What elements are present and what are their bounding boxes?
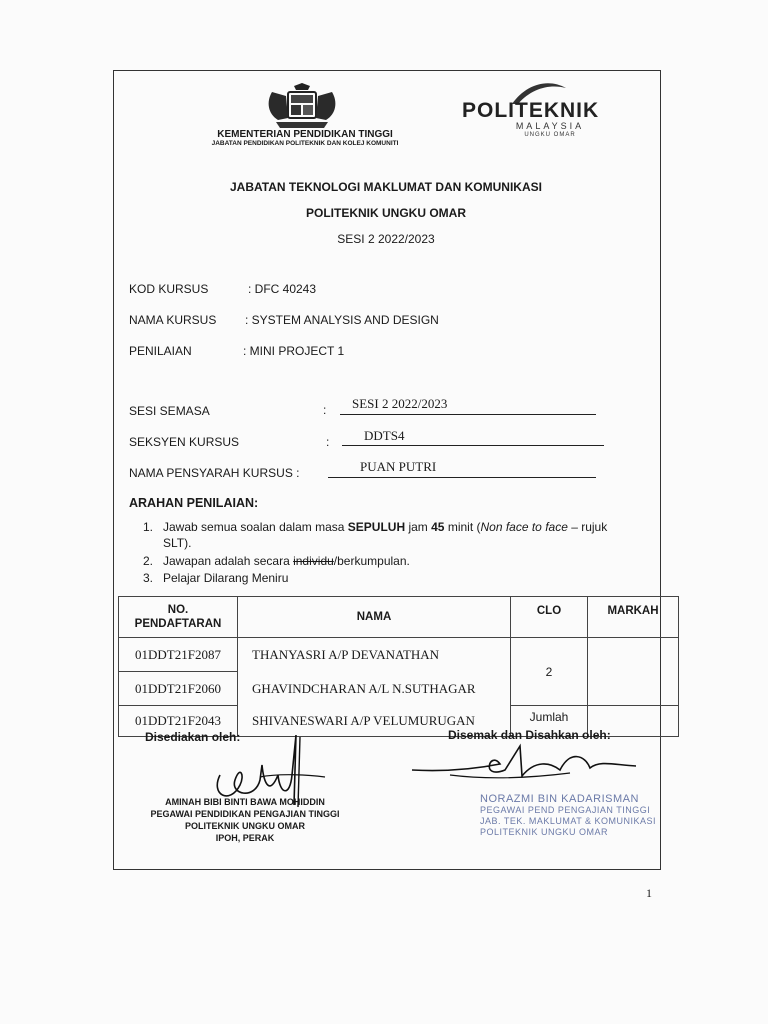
checker-stamp — [480, 794, 660, 838]
table-header-row — [119, 597, 679, 638]
assessment-label: PENILAIAN — [129, 344, 192, 358]
instruction-2-struck-option: individu — [293, 554, 334, 568]
instruction-2-text: Jawapan adalah secara — [163, 554, 294, 568]
course-name-value: : SYSTEM ANALYSIS AND DESIGN — [245, 313, 439, 327]
checker-title: PEGAWAI PEND PENGAJIAN TINGGI — [480, 805, 651, 815]
instruction-1-minutes: 45 — [431, 520, 445, 534]
clo-value-cell: 2 — [511, 638, 588, 706]
session-colon: : — [323, 403, 327, 417]
instruction-2-text-2: /berkumpulan. — [333, 554, 410, 568]
column-registration-header — [119, 597, 238, 638]
checker-institution: POLITEKNIK UNGKU OMAR — [480, 827, 609, 837]
department-name: JABATAN PENDIDIKAN POLITEKNIK DAN KOLEJ KOMUNITI — [211, 140, 399, 147]
preparer-title: PEGAWAI PENDIDIKAN PENGAJIAN TINGGI — [150, 809, 340, 819]
assessment-value: : MINI PROJECT 1 — [243, 344, 345, 358]
total-label-cell: Jumlah — [511, 706, 588, 737]
section-colon: : — [326, 435, 330, 449]
course-code-value: : DFC 40243 — [248, 282, 317, 296]
instruction-1-hours: SEPULUH — [347, 520, 406, 534]
checked-by-label: Disemak dan Disahkan oleh: — [448, 728, 611, 742]
mark-cell — [588, 638, 679, 706]
politeknik-logo-text: POLITEKNIK — [462, 99, 600, 122]
logo-country: MALAYSIA — [515, 121, 585, 131]
instructions-heading: ARAHAN PENILAIAN: — [129, 496, 259, 510]
column-name-header: NAMA — [238, 597, 511, 638]
coat-of-arms-logo — [264, 82, 340, 132]
ministry-name: KEMENTERIAN PENDIDIKAN TINGGI — [217, 129, 393, 140]
course-name-label: NAMA KURSUS — [129, 313, 217, 327]
student-name-cell: SHIVANESWARI A/P VELUMURUGAN — [238, 706, 511, 737]
course-section-label: SEKSYEN KURSUS — [129, 435, 240, 449]
lecturer-label: NAMA PENSYARAH KURSUS : — [129, 466, 300, 480]
preparer-institution: POLITEKNIK UNGKU OMAR — [185, 821, 305, 831]
current-session-label: SESI SEMASA — [129, 404, 210, 418]
course-section-value: DDTS4 — [364, 428, 405, 443]
instruction-1-number: 1. — [143, 520, 154, 534]
preparer-stamp — [140, 796, 350, 844]
checker-name: NORAZMI BIN KADARISMAN — [480, 793, 639, 805]
instruction-1-text: Jawab semua soalan dalam masa — [163, 520, 348, 534]
lecturer-value: PUAN PUTRI — [360, 459, 437, 474]
checker-department: JAB. TEK. MAKLUMAT & KOMUNIKASI — [480, 816, 657, 826]
instruction-3: Pelajar Dilarang Meniru — [163, 571, 289, 585]
course-section-field — [342, 428, 604, 446]
registration-cell: 01DDT21F2043 — [119, 706, 238, 737]
registration-cell: 01DDT21F2060 — [119, 672, 238, 706]
instruction-1-mode: Non face to face — [480, 520, 568, 534]
lecturer-field — [328, 459, 596, 478]
instruction-2-number: 2. — [143, 554, 154, 568]
student-score-table — [118, 596, 679, 737]
instruction-1-text-4: – rujuk — [567, 520, 608, 534]
instruction-2 — [163, 554, 410, 568]
instruction-1-continuation: SLT). — [163, 536, 192, 550]
preparer-location: IPOH, PERAK — [215, 833, 275, 843]
header-registration: PENDAFTARAN — [134, 618, 222, 630]
student-name-cell: GHAVINDCHARAN A/L N.SUTHAGAR — [238, 672, 511, 706]
instruction-1-text-2: jam — [405, 520, 432, 534]
session-title: SESI 2 2022/2023 — [337, 232, 435, 246]
instruction-1 — [163, 520, 658, 534]
polytechnic-title: POLITEKNIK UNGKU OMAR — [306, 206, 466, 220]
current-session-value: SESI 2 2022/2023 — [352, 396, 448, 411]
logo-campus: UNGKU OMAR — [524, 132, 576, 138]
instruction-3-number: 3. — [143, 571, 154, 585]
course-code-label: KOD KURSUS — [129, 282, 209, 296]
current-session-field — [340, 397, 596, 415]
table-row — [119, 638, 679, 672]
student-name-cell: THANYASRI A/P DEVANATHAN — [238, 638, 511, 672]
page-number: 1 — [646, 886, 652, 900]
column-clo-header: CLO — [511, 597, 588, 638]
header-no: NO. — [167, 604, 189, 616]
department-title: JABATAN TEKNOLOGI MAKLUMAT DAN KOMUNIKASI — [230, 180, 542, 194]
instruction-1-text-3: minit ( — [444, 520, 481, 534]
prepared-by-label: Disediakan oleh: — [145, 730, 241, 744]
registration-cell: 01DDT21F2087 — [119, 638, 238, 672]
column-mark-header: MARKAH — [588, 597, 679, 638]
preparer-name: AMINAH BIBI BINTI BAWA MOHIDDIN — [165, 797, 325, 807]
checker-signature-icon — [410, 740, 640, 790]
